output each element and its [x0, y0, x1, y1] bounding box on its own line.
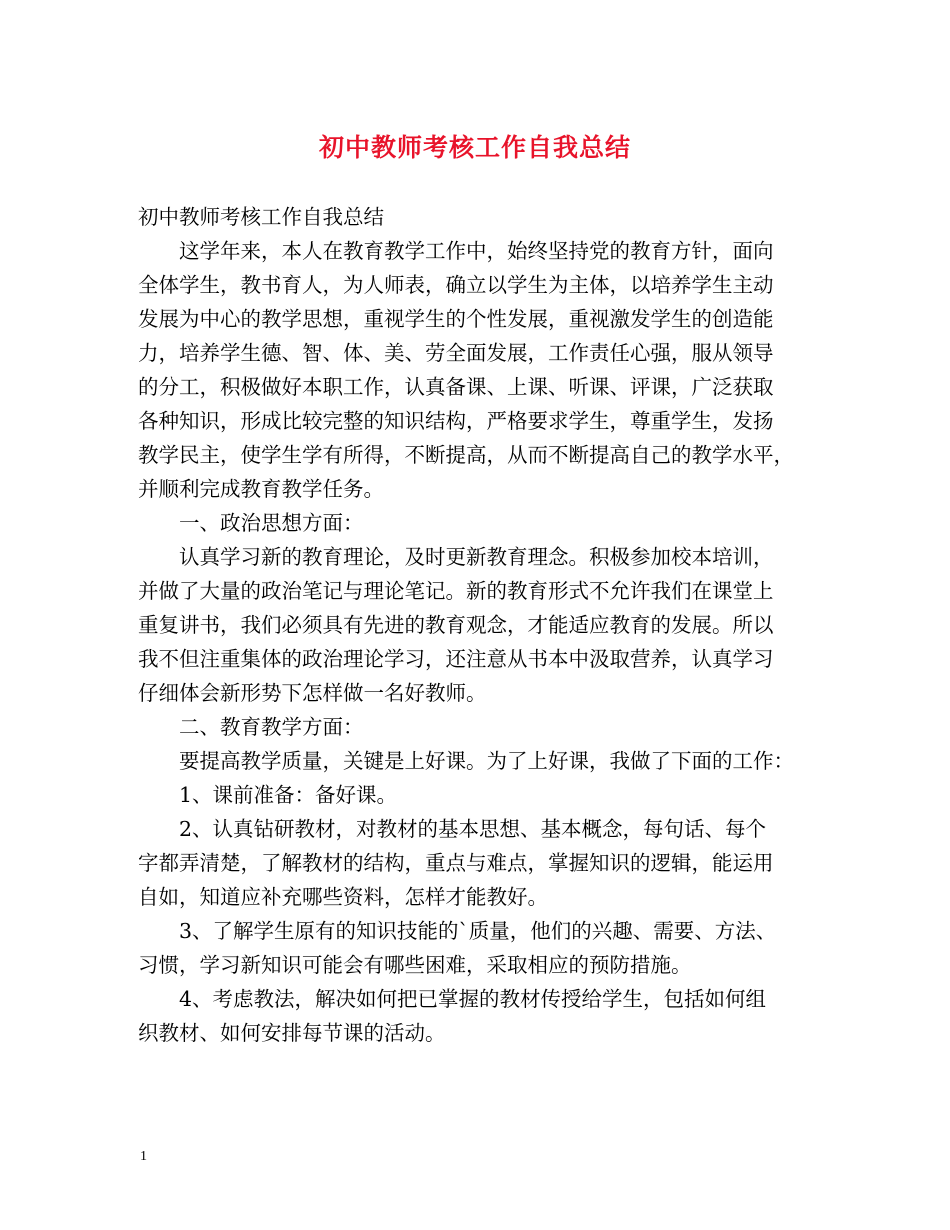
text-line: 力，培养学生德、智、体、美、劳全面发展，工作责任心强，服从领导: [138, 341, 774, 365]
section-heading: 二、教育教学方面：: [179, 715, 364, 739]
page-title: 初中教师考核工作自我总结: [318, 133, 631, 162]
section-heading: 一、政治思想方面：: [179, 511, 364, 535]
text-line: 这学年来，本人在教育教学工作中，始终坚持党的教育方针，面向: [179, 239, 774, 263]
page-number: 1: [140, 1149, 147, 1164]
text-line: 发展为中心的教学思想，重视学生的个性发展，重视激发学生的创造能: [138, 307, 774, 331]
text-line: 仔细体会新形势下怎样做一名好教师。: [138, 681, 487, 705]
text-line: 初中教师考核工作自我总结: [138, 205, 384, 229]
text-line: 各种知识，形成比较完整的知识结构，严格要求学生，尊重学生，发扬: [138, 409, 774, 433]
text-line: 织教材、如何安排每节课的活动。: [138, 1021, 446, 1045]
text-line: 重复讲书，我们必须具有先进的教育观念，才能适应教育的发展。所以: [138, 613, 774, 637]
list-item: 1、课前准备：备好课。: [179, 783, 398, 807]
text-line: 自如，知道应补充哪些资料，怎样才能教好。: [138, 885, 548, 909]
text-line: 要提高教学质量，关键是上好课。为了上好课，我做了下面的工作：: [179, 749, 794, 773]
list-item: 3、了解学生原有的知识技能的`质量，他们的兴趣、需要、方法、: [179, 919, 777, 943]
text-line: 的分工，积极做好本职工作，认真备课、上课、听课、评课，广泛获取: [138, 375, 774, 399]
text-line: 全体学生，教书育人，为人师表，确立以学生为主体，以培养学生主动: [138, 273, 774, 297]
text-line: 教学民主，使学生学有所得，不断提高，从而不断提高自己的教学水平，: [138, 443, 794, 467]
document-body: [138, 200, 818, 1050]
text-line: 字都弄清楚，了解教材的结构，重点与难点，掌握知识的逻辑，能运用: [138, 851, 774, 875]
text-line: 并顺利完成教育教学任务。: [138, 477, 384, 501]
list-item: 4、考虑教法，解决如何把已掌握的教材传授给学生，包括如何组: [179, 987, 767, 1011]
list-item: 2、认真钻研教材，对教材的基本思想、基本概念，每句话、每个: [179, 817, 767, 841]
text-line: 习惯，学习新知识可能会有哪些困难，采取相应的预防措施。: [138, 953, 692, 977]
text-line: 并做了大量的政治笔记与理论笔记。新的教育形式不允许我们在课堂上: [138, 579, 774, 603]
text-line: 我不但注重集体的政治理论学习，还注意从书本中汲取营养，认真学习: [138, 647, 774, 671]
text-line: 认真学习新的教育理论，及时更新教育理念。积极参加校本培训，: [179, 545, 774, 569]
